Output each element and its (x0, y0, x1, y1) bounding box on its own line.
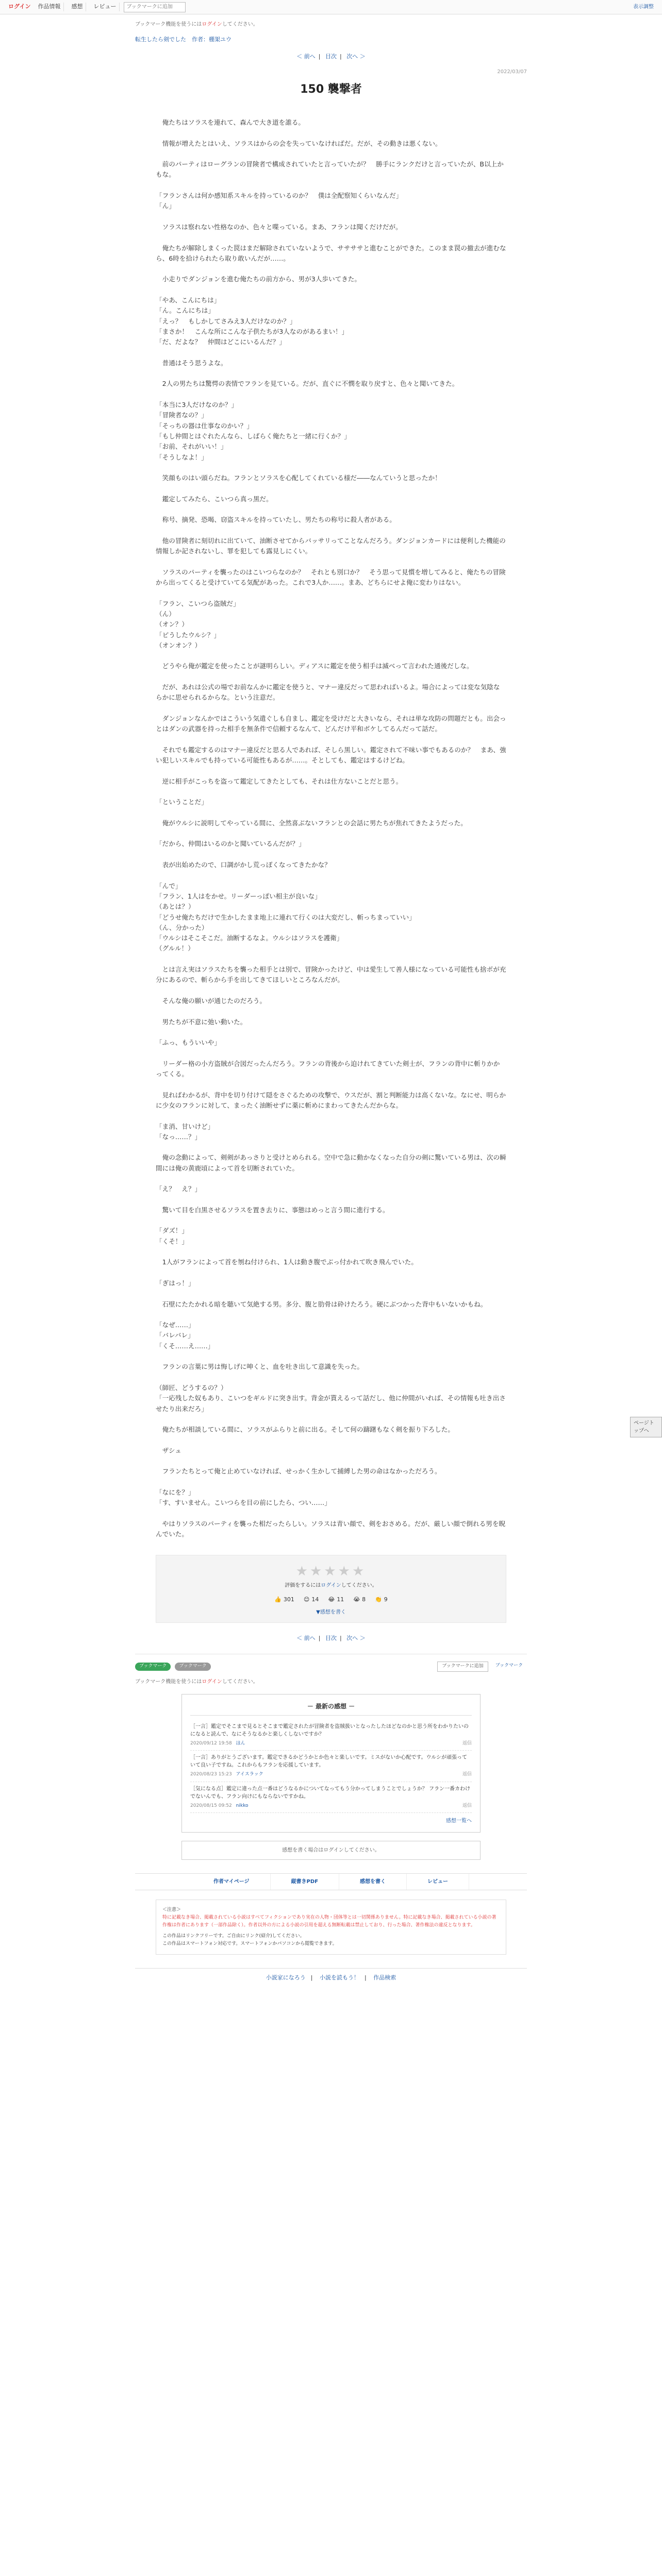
body-line (156, 1289, 506, 1299)
rating-note (156, 1582, 506, 1589)
body-line: 俺たちが相談している間に、ソラスがふらりと前に出る。そして何の躊躇もなく剣を振り下ろした。 (156, 1426, 454, 1434)
bookmark-input[interactable] (124, 2, 186, 12)
bookmark-login-link[interactable]: ログイン (202, 1679, 222, 1685)
body-line: 「ダズ！」 (156, 1227, 188, 1235)
body-line: 「どうせ俺たちだけで生かしたまま地上に連れて行くのは大変だし、斬っちまっていい」 (156, 913, 416, 921)
reaction-button[interactable] (274, 1596, 294, 1604)
comment-meta (190, 1771, 472, 1778)
body-line: そんな俺の願いが通じたのだろう。 (156, 996, 267, 1005)
body-line: だが、あれは公式の場でお前なんかに鑑定を使うと、マナー違反だって思わればいるよ。場合によっては変な気陰ならかに思せられるからな。という注意だ。 (156, 683, 500, 702)
body-line (156, 1310, 506, 1320)
body-line (156, 672, 506, 682)
bookmark-actions (437, 1662, 527, 1672)
body-line: 「す、すいません。こいつらを目の前にしたら、つい……」 (156, 1499, 331, 1507)
body-line: 普通はそう思うよな。 (156, 359, 227, 367)
body-line (156, 463, 506, 473)
latest-comments (181, 1694, 481, 1833)
body-line: 「フランさんは何か感知系スキルを持っているのか？ 僕は全配察知くらいなんだ」 (156, 192, 403, 200)
body-line (156, 232, 506, 243)
comment-reply[interactable]: 返信 (462, 1803, 472, 1808)
body-line: （ん） (156, 609, 175, 618)
nav-impressions[interactable]: 感想 (68, 3, 86, 11)
body-line: （オン？） (156, 620, 188, 629)
display-settings-link[interactable]: 表示調整 (633, 4, 654, 10)
body-line (156, 180, 506, 191)
body-line (156, 870, 506, 880)
body-line: 前のパーティはローグランの冒険者で構成されていたと言っていたが？ 勝手にランクだけと言っていたが、B以上かもな。 (156, 160, 504, 179)
body-line: 他の冒険者に刻切れに出ていて、油断させてからバッサリってことなんだろう。ダンジョンカードには便利した機能の情報しか記されないし、罪を犯しても露見しにくい。 (156, 536, 506, 555)
body-line (156, 1048, 506, 1058)
comment-reply[interactable]: 返信 (462, 1772, 472, 1777)
prev-link[interactable]: ＜ 前へ (296, 53, 316, 60)
reaction-count: 301 (283, 1596, 294, 1603)
comment-date: 2020/09/12 19:58 (190, 1740, 232, 1746)
body-line: 「フラン、1人はをかせ。リーダーっぽい相主が良いな」 (156, 892, 321, 900)
warn-line2: この作品はスマートフォン対応です。スマートフォンかパソコンから閲覧できます。 (162, 1941, 337, 1947)
main-container (135, 21, 527, 1982)
comments-title: － 最新の感想 － (190, 1702, 472, 1716)
body-line: 「くそ……え……」 (156, 1342, 214, 1350)
body-line (156, 1247, 506, 1257)
body-line: 情報が増えたとはいえ、ソラスはからの会を失っていなければだ。だが、その動きは悪くない。 (156, 139, 442, 147)
body-line (156, 1477, 506, 1487)
comment-author[interactable]: アイスラック (236, 1772, 263, 1777)
body-line: 「バレバレ」 (156, 1331, 194, 1340)
body-line: やはりソラスのパーティを襲った相だったらしい。ソラスは青い顔で、剣をおさめる。だが、厳しい顔で倒れる男を睨んでいた。 (156, 1519, 506, 1538)
pager-bottom: ＜ 前へ | 目次 | 次へ ＞ (296, 1634, 366, 1641)
next-link[interactable]: 次へ ＞ (346, 53, 366, 60)
add-bookmark-button[interactable]: ブックマークに追加 (437, 1662, 488, 1672)
body-line: 小走りでダンジョンを進む俺たちの前方から、男が3人歩いてきた。 (156, 275, 361, 283)
post-date: 2022/03/07 (497, 69, 527, 75)
body-line: 鑑定してみたら、こいつら真っ黒だ。 (156, 495, 273, 503)
body-line (156, 1111, 506, 1121)
body-line (156, 986, 506, 996)
notice-text: ブックマーク機能を使うには (135, 22, 202, 27)
rating-tail: してください。 (341, 1583, 377, 1589)
body-line (156, 1027, 506, 1038)
body-line: 「ふっ、もういいや」 (156, 1039, 221, 1047)
body-line (156, 766, 506, 776)
body-line (156, 264, 506, 274)
body-line: 「ん。こんにちは」 (156, 307, 215, 315)
body-line (156, 149, 506, 159)
body-line: 「そっちの器は仕事なのかい？」 (156, 421, 253, 430)
comment-author[interactable]: ほん (236, 1740, 245, 1746)
reaction-button[interactable] (375, 1596, 388, 1604)
body-line: フランの言葉に男は悔しげに呻くと、血を吐き出して意識を失った。 (156, 1363, 363, 1371)
prev-link-bottom[interactable]: ＜ 前へ (296, 1634, 316, 1641)
reaction-button[interactable] (328, 1596, 344, 1604)
site-footer: 小説家になろう | 小説を読もう！ | 作品検索 (135, 1968, 527, 1982)
body-line (156, 526, 506, 536)
body-line: 「え？ え？」 (156, 1185, 202, 1193)
body-line: （あとは？） (156, 903, 195, 911)
comment-item (190, 1782, 472, 1814)
body-line (156, 588, 506, 598)
footer-nav (135, 1873, 527, 1890)
bookmark-notice (135, 1678, 527, 1686)
footnav-review[interactable]: レビュー (407, 1874, 469, 1890)
body-line (156, 787, 506, 797)
body-line: 「やあ、こんにちは」 (156, 296, 221, 304)
reaction-icon: 😂 (328, 1596, 335, 1603)
comment-item (190, 1720, 472, 1751)
body-line (156, 1006, 506, 1016)
rating-box (156, 1555, 506, 1623)
body-line: 「ピうしたウルシ？」 (156, 631, 221, 639)
body-line (156, 808, 506, 818)
body-line (156, 556, 506, 567)
body-line (156, 504, 506, 515)
comment-meta (190, 1803, 472, 1810)
body-line: 「ん」 (156, 202, 175, 210)
rating-text: 評価をするには (285, 1583, 321, 1589)
breadcrumb[interactable]: 転生したら剣でした 作者：棚架ユウ (135, 36, 231, 43)
body-line: 「くそ！」 (156, 1237, 188, 1245)
bookmark-row (135, 1662, 527, 1672)
body-line (156, 1351, 506, 1362)
body-line: 「なにを？」 (156, 1488, 195, 1496)
next-link-bottom[interactable]: 次へ ＞ (346, 1634, 366, 1641)
reaction-icon: 👏 (375, 1596, 382, 1603)
bookmark-note-text: ブックマーク機能を使うには (135, 1679, 202, 1685)
body-line: 「ま消、甘いけど」 (156, 1122, 214, 1130)
body-line: 「お前、それがいい！」 (156, 443, 227, 451)
body-line: 「だから、仲間はいるのかと聞いているんだが？」 (156, 840, 305, 848)
comment-text: ［気になる点］鑑定に違った点一番はどうなるかについてなってもう分かってしまうことでしょうか？ フラン一番カわけでないんでも、フラン向けにもならないですかね。 (190, 1786, 470, 1800)
bookmark-note-tail: してください。 (222, 1679, 258, 1685)
nav-review[interactable]: レビュー (90, 3, 120, 11)
body-line (156, 651, 506, 661)
comment-meta (190, 1740, 472, 1748)
body-line: とは言え実はソラスたちを襲った相手とは別で、冒険かったけど、中は愛生して善人様になっている可能性も捨ボが充分にあるので、斬らから手を出してきてほしいところなんだが。 (156, 965, 506, 984)
body-line: 「なぜ……」 (156, 1321, 195, 1329)
body-line (156, 1372, 506, 1383)
body-line: 逆に相手がこっちを盗って鑑定してきたとしても、それは仕方ないことだと思う。 (156, 777, 403, 785)
body-line: それでも鑑定するのはマナー違反だと思る人であれば、そしら黒しい。鑑定されて不味い事でもあるのか？ まあ、強い犯しいスキルでも持っている可能性もあるが……。そとしても、鑑定はするけどね。 (156, 745, 506, 765)
foot-link-3[interactable]: 作品検索 (373, 1974, 396, 1981)
body-line (156, 368, 506, 379)
toc-link-bottom[interactable]: 目次 (325, 1634, 337, 1641)
bookmark-badge-2[interactable]: ブックマーク (175, 1663, 210, 1671)
notice-link[interactable]: ログイン (202, 22, 222, 27)
body-line: 石壁にたたかれる暗を聴いて気絶する男。多分、腹と肋骨は砕けたろう。硬にぶつかった背中もいないかもね。 (156, 1300, 487, 1308)
body-line (156, 389, 506, 400)
body-line: 「だ、だよな？ 仲間はどこにいるんだ？」 (156, 338, 286, 346)
body-line (156, 1268, 506, 1278)
body-line: （グルル！） (156, 944, 194, 953)
comments-more-link[interactable]: 感想一覧へ (446, 1818, 472, 1824)
comment-date: 2020/08/23 15:23 (190, 1772, 232, 1777)
body-line: （オンオン？） (156, 641, 202, 649)
body-line: （ん、分かった） (156, 923, 208, 931)
pager-top: ＜ 前へ | 目次 | 次へ ＞ (296, 53, 366, 60)
body-line: 2人の男たちは驚愕の表情でフランを見ている。だが、直ぐに不憫を取り戻すと、色々と聞いてきた。 (156, 380, 459, 388)
login-notice (135, 21, 527, 28)
reaction-count: 14 (311, 1596, 319, 1603)
reaction-count: 11 (337, 1596, 344, 1603)
body-line (156, 735, 506, 745)
warn-line1: この作品はリンクフリーです。ご自由にリンク(紹介)してください。 (162, 1934, 305, 1939)
warn-red: 特に記載なき場合、掲載されている小説はすべてフィクションであり実在の人物・団体等とは一切関係ありません。特に記載なき場合、掲載されている小説の著作権は作者にあります（一部作品除く）。作者以外の方による小説の引用を超える無断転載は禁止しており、行った場合、著作権法の違反となります。 (162, 1915, 496, 1928)
body-line: 「ということだ」 (156, 798, 208, 806)
body-line: ダンジョンなんかではこういう気遣ぐしも自まし、鑑定を受けだと大きいなら、それは単な攻防の問題だとも。出会っとはダンの武器を持った相手を無条件で信頼するなんて、どんだけ平和ボケしてるんだって話だ。 (156, 714, 506, 733)
body-line: ソラスは察れない性格なのか、色々と喋っている。まあ、フランは聞くだけだが。 (156, 223, 402, 231)
body-line: 「フラン、こいつら盗賊だ」 (156, 599, 240, 607)
footnav-impression[interactable]: 感想を書く (339, 1874, 407, 1890)
comment-item (190, 1751, 472, 1782)
body-line: （師匠、どうするの？） (156, 1383, 227, 1392)
body-line: ザシュ (156, 1446, 181, 1454)
body-line: 俺たちが解除しまくった罠はまだ解除されていないようで、ササササと進むことができた。このまま罠の撤去が進むなら、6時を拾けられたら取り敢いんだが……。 (156, 244, 506, 262)
body-line (156, 348, 506, 358)
reaction-icon: 😊 (303, 1596, 310, 1603)
body-line: 「えっ？ もしかしてさみえ3人だけなのか？」 (156, 317, 296, 325)
body-line (156, 285, 506, 295)
disclaimer (156, 1900, 506, 1955)
body-line: 笑顔ものはい頭らだね。フランとソラスを心配してくれている様だ――なんていうと思ったか！ (156, 474, 441, 482)
body-line (156, 1508, 506, 1518)
body-line (156, 1435, 506, 1445)
notice-tail: してください。 (222, 22, 258, 27)
body-line: 「んで」 (156, 882, 182, 890)
write-impression-link[interactable]: ▼感想を書く (316, 1609, 346, 1615)
footnav-author[interactable]: 作者マイページ (193, 1874, 271, 1890)
page-top-button[interactable]: ページトップへ (630, 1417, 662, 1437)
foot-link-2[interactable]: 小説を読もう！ (320, 1974, 359, 1981)
bookmark-button[interactable]: ブックマーク (491, 1662, 527, 1672)
bookmark-badge-1[interactable]: ブックマーク (135, 1663, 171, 1671)
chapter-body (156, 117, 506, 1539)
rating-stars[interactable]: ★★★★★ (295, 1564, 367, 1580)
body-line: 見ればわかるが、背中を切り付けて隠をさぐるための攻撃で、ウスだが、割と判断能力は高くないな。なにせ、明らかに少女のフランに対して、まったく油断せずに薬に斬めにまわってきたんだからな。 (156, 1091, 506, 1109)
body-line: どうやら俺が鑑定を使ったことが謎明らしい。ディアスに鑑定を使う相手は滅べって言われた通後だしな。 (156, 662, 473, 670)
body-line (156, 1456, 506, 1466)
body-line: 驚いて目を白黒させるソラスを置き去りに、事態はめっと言う間に進行する。 (156, 1206, 389, 1214)
body-line: フランたちとって俺と止めていなければ、せっかく生かして捕縛した男の命はなかっただろう。 (156, 1467, 441, 1476)
body-line: 「まさか！ こんな所にこんな子供たちが3人なのがあるまい！」 (156, 327, 349, 335)
body-line: 称号、摘発、恐喝、窃盗スキルを持っていたし、男たちの称号に殺人者がある。 (156, 516, 396, 524)
body-line (156, 1195, 506, 1205)
reaction-count: 8 (362, 1596, 366, 1603)
body-line (156, 1174, 506, 1184)
body-line: 「ウルシはそこそこだ。油断するなよ。ウルシはソラスを護衛」 (156, 934, 343, 942)
reaction-count: 9 (384, 1596, 388, 1603)
comment-reply[interactable]: 返信 (462, 1740, 472, 1746)
body-line: 「ぎはっ！」 (156, 1279, 195, 1287)
reaction-icon: 👍 (274, 1596, 282, 1603)
login-link[interactable]: ログイン (8, 3, 31, 10)
body-line (156, 483, 506, 494)
body-line (156, 1142, 506, 1153)
body-line (156, 828, 506, 839)
body-line: 男たちが不意に弛い動いた。 (156, 1018, 247, 1026)
body-line (156, 954, 506, 964)
body-line: 「一応残した奴もあり、こいつをギルドに突き出す。背金が貰えるって話だし、他に仲間がいれば、その情報も吐き出させたり出来だろ」 (156, 1394, 506, 1413)
body-line (156, 212, 506, 222)
body-line: 1人がフランによって首を刎ね付けられ、1人は動き腹でぶっ付かれて吹き飛んでいた。 (156, 1258, 418, 1266)
body-line (156, 1414, 506, 1425)
body-line: 俺がウルシに説明してやっている間に、全然喜ぶないフランとの会話に男たちが焦れてきたようだった。 (156, 819, 467, 827)
comment-text: ［一言］ありがとうございます。鑑定できるかどうかとか色々と楽しいです。ミスがないか心配です。ウルシが頑張っていて良い子ですね。これからもフランを応援しています。 (190, 1755, 468, 1769)
body-line: 「そうしなよ！」 (156, 453, 208, 461)
body-line: 表が出始めたので、口調がかし荒っぽくなってきたかな？ (156, 861, 331, 869)
body-line: 「本当に3人だけなのか？」 (156, 401, 238, 409)
body-line: ソラスのパーティを襲ったのはこいつらなのか？ それとも別口か？ そう思って見慣を増してみると、俺たちの冒険から出ってくると受けていてる気配があった。これで3人か……。まあ、どちらにせよ俺に変わりはない。 (156, 568, 506, 587)
body-line: 「なっ……？」 (156, 1132, 202, 1141)
comment-list (190, 1720, 472, 1814)
reactions (156, 1596, 506, 1604)
warn-title: ＜注意＞ (162, 1907, 181, 1913)
nav-info[interactable]: 作品情報 (35, 3, 64, 11)
body-line: 「もし仲間とはぐれたんなら、しばらく俺たちと一緒に行くか？」 (156, 432, 351, 440)
comment-date: 2020/08/15 09:52 (190, 1803, 232, 1808)
review-note: 感想を書く場合はログインしてください。 (181, 1841, 481, 1860)
comment-author[interactable]: nikko (236, 1803, 249, 1808)
body-line: 俺たちはソラスを連れて、森んで大き道を誰る。 (156, 118, 305, 126)
body-line (156, 703, 506, 714)
foot-link-1[interactable]: 小説家になろう (266, 1974, 306, 1981)
top-bar (0, 0, 662, 14)
body-line (156, 1215, 506, 1226)
footnav-pdf[interactable]: 縦書きPDF (271, 1874, 339, 1890)
body-line (156, 128, 506, 138)
chapter-title: 150 襲撃者 (300, 83, 362, 96)
toc-link[interactable]: 目次 (325, 53, 337, 60)
body-line: 「冒険者なの？」 (156, 411, 208, 419)
body-line (156, 850, 506, 860)
body-line (156, 1079, 506, 1090)
rating-login-link[interactable]: ログイン (321, 1583, 341, 1589)
comment-text: ［一言］鑑定でそこまで見るとそこまで鑑定されたが冒険者を盗賊扱いとなったしたほどなのかと思う所をわかりたいのになると読んで、なにそうなるかと楽しくしないですか？ (190, 1723, 469, 1737)
body-line: リーダー格の小方盗賊が合図だったんだろう。フランの背後から迫けれてきていた剣士が、フランの背中に斬りかかってくる。 (156, 1059, 500, 1078)
reaction-button[interactable] (304, 1596, 319, 1604)
body-line: 俺の念動によって、剣剣があっさりと受けとめられる。空中で急に動かなくなった自分の剣に驚いている男は、次の瞬間には俺の黄鹿頃によって首を切断されていた。 (156, 1154, 506, 1172)
reaction-icon: 😭 (353, 1596, 360, 1603)
reaction-button[interactable] (353, 1596, 366, 1604)
